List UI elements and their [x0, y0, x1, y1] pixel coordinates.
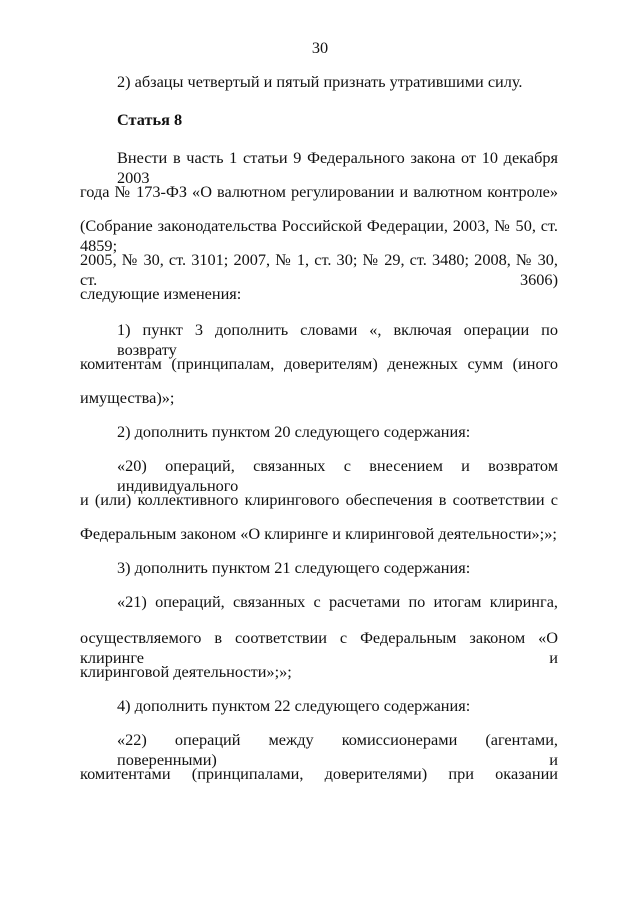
paragraph-line: 3) дополнить пунктом 21 следующего содержания:	[117, 558, 471, 577]
paragraph-line: Федеральным законом «О клиринге и клиринговой деятельности»;»;	[80, 524, 557, 543]
paragraph-line: клиринговой деятельности»;»;	[80, 662, 292, 681]
paragraph-line: 2005, № 30, ст. 3101; 2007, № 1, ст. 30; № 29, ст. 3480; 2008, № 30, ст. 3606)	[80, 250, 558, 289]
paragraph-line: осуществляемого в соответствии с Федеральным законом «О клиринге и	[80, 628, 558, 667]
paragraph-line: года № 173-ФЗ «О валютном регулировании и валютном контроле»	[80, 182, 558, 201]
paragraph-line: и (или) коллективного клирингового обеспечения в соответствии с	[80, 490, 558, 509]
paragraph-line: следующие изменения:	[80, 284, 242, 303]
paragraph-line: «21) операций, связанных с расчетами по итогам клиринга,	[117, 592, 558, 611]
paragraph-line: 2) абзацы четвертый и пятый признать утратившими силу.	[117, 72, 523, 91]
article-heading: Статья 8	[117, 110, 183, 129]
paragraph-line: 1) пункт 3 дополнить словами «, включая операции по возврату	[117, 320, 558, 359]
paragraph-line: комитентам (принципалам, доверителям) денежных сумм (иного	[80, 354, 558, 373]
paragraph-line: Внести в часть 1 статьи 9 Федерального закона от 10 декабря 2003	[117, 148, 558, 187]
paragraph-line: «20) операций, связанных с внесением и возвратом индивидуального	[117, 456, 558, 495]
paragraph-line: 4) дополнить пунктом 22 следующего содержания:	[117, 696, 471, 715]
paragraph-line: 2) дополнить пунктом 20 следующего содержания:	[117, 422, 471, 441]
paragraph-line: имущества)»;	[80, 388, 175, 407]
paragraph-line: (Собрание законодательства Российской Федерации, 2003, № 50, ст. 4859;	[80, 216, 558, 255]
paragraph-line: комитентами (принципалами, доверителями) при оказании	[80, 764, 558, 783]
page-number: 30	[311, 38, 329, 57]
paragraph-line: «22) операций между комиссионерами (агентами, поверенными) и	[117, 730, 558, 769]
